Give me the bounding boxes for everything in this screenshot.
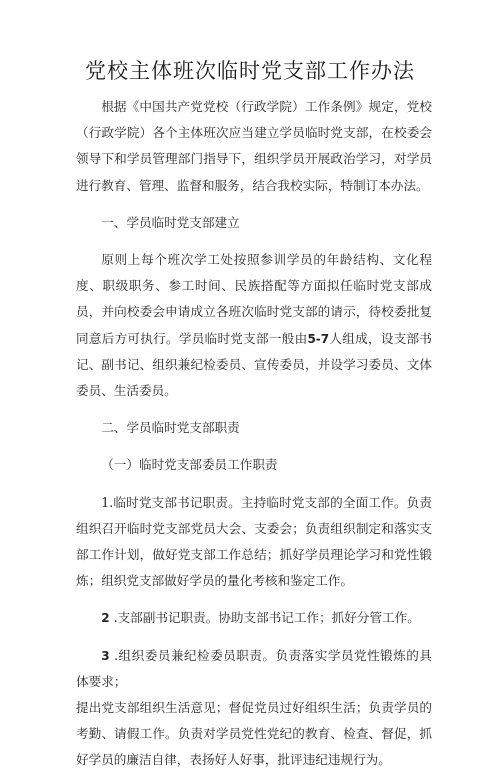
member-count: 5-7 bbox=[307, 331, 330, 346]
item-1-paragraph: 1.临时党支部书记职责。主持临时党支部的全面工作。负责组织召开临时党支部党员大会、支委会；负责组织制定和落实支部工作计划，做好党支部工作总结；抓好学员理论学习和党性锻炼；组织党支部做好学员的量化考核和鉴定工作。 bbox=[76, 494, 432, 589]
item-2-number: 2 bbox=[101, 611, 110, 626]
section-1-text: 原则上每个班次学工处按照参训学员的年龄结构、文化程度、职级职务、参工时间、民族搭配等方面拟任临时党支部成员，并向校委会申请成立各班次临时党支部的请示，待校委批复同意后方可执行。学员临时党支部一般由 bbox=[76, 252, 432, 346]
intro-paragraph: 根据《中国共产党党校（行政学院）工作条例》规定，党校（行政学院）各个主体班次应当建立学员临时党支部，在校委会领导下和学员管理部门指导下，组织学员开展政治学习，对学员进行教育、管理、监督和服务，结合我校实际，特制订本办法。 bbox=[76, 99, 432, 193]
document-title: 党校主体班次临时党支部工作办法 bbox=[85, 59, 415, 83]
document-body bbox=[76, 94, 432, 774]
subsection-heading-1: （一）临时党支部委员工作职责 bbox=[101, 457, 278, 473]
item-3-continuation: 提出党支部组织生活意见；督促党员过好组织生活；负责学员的考勤、请假工作。负责对学员党性党纪的教育、检查、督促，抓好学员的廉洁自律，表扬好人好事，批评违纪违规行为。 bbox=[76, 700, 432, 768]
item-2-paragraph bbox=[76, 605, 432, 631]
item-3-text: .组织委员兼纪检委员职责。负责落实学员党性锻炼的具体要求； bbox=[76, 647, 432, 689]
section-1-paragraph bbox=[76, 247, 432, 404]
item-3-paragraph bbox=[76, 643, 432, 695]
section-1-text-tail: 人组成，设支部书记、副书记、组织兼纪检委员、宣传委员，并设学习委员、文体委员、生活委员。 bbox=[76, 330, 433, 399]
item-3-number: 3 bbox=[101, 648, 110, 663]
section-heading-1: 一、学员临时党支部建立 bbox=[101, 214, 240, 230]
section-heading-2: 二、学员临时党支部职责 bbox=[101, 420, 240, 436]
item-2-text: .支部副书记职责。协助支部书记工作；抓好分管工作。 bbox=[113, 610, 420, 626]
